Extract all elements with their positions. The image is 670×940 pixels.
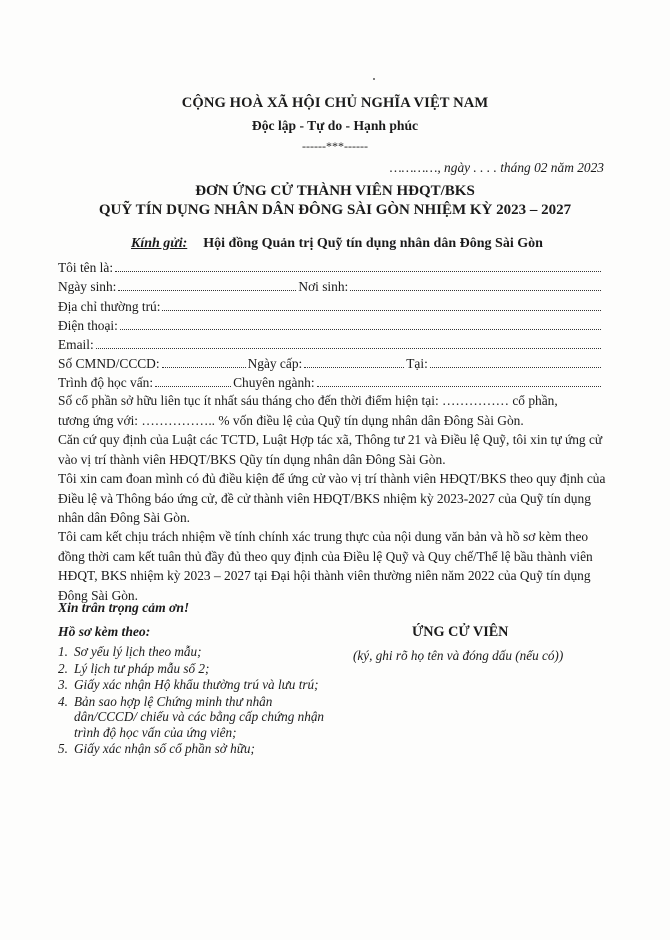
attachments-list xyxy=(58,644,328,758)
form-title: ĐƠN ỨNG CỬ THÀNH VIÊN HĐQT/BKS xyxy=(195,183,475,199)
pob-label: Nơi sinh: xyxy=(298,279,349,294)
attachment-item: 4. Bản sao hợp lệ Chứng minh thư nhân dân/CCCD/ chiếu và các bằng cấp chứng nhận trình độ học vấn của ứng viên; xyxy=(58,693,325,740)
major-field[interactable] xyxy=(317,374,601,387)
candidate-title: ỨNG CỬ VIÊN xyxy=(412,624,509,640)
attachment-item: 2. Lý lịch tư pháp mẫu số 2; xyxy=(58,660,210,676)
shares-paragraph xyxy=(58,391,606,430)
attachment-item: 5. Giấy xác nhận số cổ phần sở hữu; xyxy=(58,741,255,756)
signature-note: (ký, ghi rõ họ tên và đóng dấu (nếu có)) xyxy=(353,648,564,663)
eligibility-paragraph: Tôi xin cam đoan mình có đủ điều kiện để ứng cử vào vị trí thành viên HĐQT/BKS theo quy định của Điều lệ và Thông báo ứng cử, đề cử thành viên HĐQT/BKS nhiệm kỳ 2023-2027 của Quỹ tín dụng nhân dân Đông Sài Gòn. xyxy=(58,471,606,525)
nation-header: CỘNG HOÀ XÃ HỘI CHỦ NGHĨA VIỆT NAM xyxy=(181,95,489,111)
pob-field[interactable] xyxy=(350,278,601,291)
motto: Độc lập - Tự do - Hạnh phúc xyxy=(251,118,419,133)
attachment-item: 1. Sơ yếu lý lịch theo mẫu; xyxy=(58,644,202,659)
email-field[interactable] xyxy=(96,336,601,349)
issue-place-field[interactable] xyxy=(430,355,601,368)
phone-line xyxy=(58,317,603,335)
dob-field[interactable] xyxy=(118,278,296,291)
education-label: Trình độ học vấn: xyxy=(58,375,154,390)
birth-line xyxy=(58,278,603,296)
shares-unit: cổ phần, xyxy=(512,393,558,408)
header-separator: ------***------ xyxy=(302,139,368,153)
address-label: Địa chỉ thường trú: xyxy=(58,299,161,314)
phone-field[interactable] xyxy=(120,317,601,330)
shares-ratio-blank[interactable]: …………….. xyxy=(141,412,216,428)
name-line xyxy=(58,259,603,277)
id-line xyxy=(58,355,603,373)
phone-label: Điện thoại: xyxy=(58,318,118,333)
form-subtitle: QUỸ TÍN DỤNG NHÂN DÂN ĐÔNG SÀI GÒN NHIỆM KỲ 2023 – 2027 xyxy=(98,202,572,218)
thanks-line: Xin trân trọng cảm ơn! xyxy=(58,600,190,615)
attachment-item: 3. Giấy xác nhận Hộ khẩu thường trú và lưu trú; xyxy=(58,677,319,692)
name-label: Tôi tên là: xyxy=(58,260,114,275)
date-line: …………, ngày . . . . tháng 02 năm 2023 xyxy=(389,160,604,175)
attachments-title: Hồ sơ kèm theo: xyxy=(58,624,151,639)
recipient-line xyxy=(131,236,543,252)
issue-date-label: Ngày cấp: xyxy=(247,356,303,371)
email-line xyxy=(58,336,603,354)
scan-dot xyxy=(373,78,375,80)
education-field[interactable] xyxy=(155,374,231,387)
shares-count-blank[interactable]: …………… xyxy=(442,393,509,408)
major-label: Chuyên ngành: xyxy=(233,375,315,390)
education-line xyxy=(58,374,603,392)
recipient-value: Hội đồng Quản trị Quỹ tín dụng nhân dân Đông Sài Gòn xyxy=(203,236,543,251)
basis-paragraph: Căn cứ quy định của Luật các TCTD, Luật Hợp tác xã, Thông tư 21 và Điều lệ Quỹ, tôi xin tự ứng cử vào vị trí thành viên HĐQT/BKS Qũy tín dụng nhân dân Đông Sài Gòn. xyxy=(58,432,603,467)
email-label: Email: xyxy=(58,337,94,352)
dob-label: Ngày sinh: xyxy=(58,279,117,294)
recipient-label: Kính gửi: xyxy=(131,236,188,251)
address-line xyxy=(58,298,603,316)
address-field[interactable] xyxy=(162,298,601,311)
shares-ratio-label: tương ứng với: xyxy=(58,412,139,428)
shares-ratio-suffix: % vốn điều lệ của Quỹ tín dụng nhân dân Đông Sài Gòn. xyxy=(218,412,524,428)
issue-date-field[interactable] xyxy=(304,355,404,368)
name-field[interactable] xyxy=(115,259,601,272)
commitment-paragraph: Tôi cam kết chịu trách nhiệm về tính chính xác trung thực của nội dung văn bản và hồ sơ kèm theo đồng thời cam kết tuân thủ đầy đủ theo quy định của Điều lệ Quỹ và Quy chế/Thể lệ bầu thành viên HĐQT, BKS nhiệm kỳ 2023 – 2027 tại Đại hội thành viên thường niên năm 2022 của Quỹ tín dụng Đông Sài Gòn. xyxy=(58,529,593,603)
issue-place-label: Tại: xyxy=(406,356,428,371)
shares-prefix: Số cổ phần sở hữu liên tục ít nhất sáu tháng cho đến thời điểm hiện tại: xyxy=(58,393,439,408)
id-label: Số CMND/CCCD: xyxy=(58,356,160,371)
id-field[interactable] xyxy=(162,355,246,368)
